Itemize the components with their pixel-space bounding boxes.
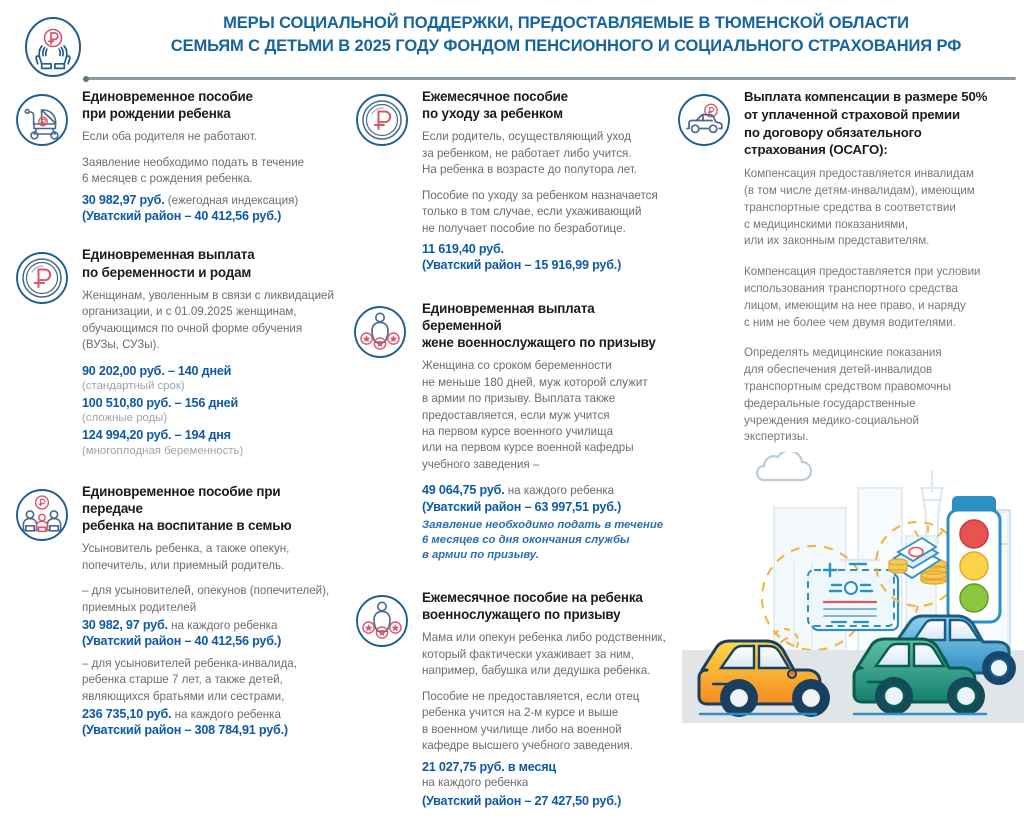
hands-holding-ruble-coin-icon [22,16,84,78]
benefit-paragraph: Усыновитель ребенка, а также опекун, попечитель, или приемный родитель. [82,542,290,572]
header-title-group [118,0,1014,58]
amount-suffix: (ежегодная индексация) [164,193,299,207]
amount-suffix: на каждого ребенка [504,484,615,498]
insurance-policy-card-icon [808,564,898,630]
benefit-title: Единовременное пособие при рождении ребенка [82,89,253,122]
benefit-title: Ежемесячное пособие на ребенка военнослужащего по призыву [422,590,643,623]
car-with-ruble-icon [674,90,734,150]
benefit-amount: 90 202,00 руб. – 140 дней [82,363,232,378]
benefit-amount [82,706,344,722]
benefit-paragraph: Если родитель, осуществляющий уход за ребенком, не работает либо учится. На ребенка в возрасте до полутора лет. [422,130,638,177]
amount-value: 49 064,75 руб. [422,483,505,498]
benefit-block-pregnant-conscript-wife [350,300,666,563]
benefit-amount [422,482,666,498]
benefit-amount: 124 994,20 руб. – 194 дня [82,428,231,443]
benefit-paragraph: Пособие по уходу за ребенком назначается только в том случае, если ухаживающий не получает пособие по безработице. [422,188,658,235]
benefit-amount [82,192,344,208]
pregnant-woman-military-stars-icon [350,302,410,362]
benefit-amount-regional: (Уватский район – 308 784,91 руб.) [82,723,288,738]
benefit-title: Ежемесячное пособие по уходу за ребенком [422,89,568,122]
benefit-paragraph: Если оба родителя не работают. [82,130,257,144]
benefit-amount-regional: (Уватский район – 27 427,50 руб.) [422,794,622,809]
benefit-paragraph: Заявление необходимо подать в течение 6 месяцев с рождения ребенка. [82,155,305,186]
benefit-paragraph: Женщина со сроком беременности не меньше 180 дней, муж которой служит в армии по призыву. Выплата также предоставляется, если муж учится на первом курсе военного училища или на первом курсе военной кафедры учебного заведения – [422,359,648,471]
benefit-paragraph: Пособие не предоставляется, если отец ребенка учится на 2-м курсе и выше в военном училище либо на военной кафедре высшего учебного заведения. [422,689,640,753]
amount-suffix: на каждого ребенка [167,619,278,633]
benefit-amount-regional: (Уватский район – 40 412,56 руб.) [82,634,282,649]
benefit-paragraph: Определять медицинские показания для обеспечения детей-инвалидов транспортным средством правомочны федеральные государственные учреждения медико-социальной экспертизы. [744,346,952,444]
benefit-block-maternity-payment [10,246,344,458]
benefit-amount-note: (сложные роды) [82,412,168,425]
page-title-line-2: СЕМЬЯМ С ДЕТЬМИ В 2025 ГОДУ ФОНДОМ ПЕНСИОННОГО И СОЦИАЛЬНОГО СТРАХОВАНИЯ РФ [170,36,962,55]
benefit-block-childcare-monthly [350,88,666,274]
header-divider [88,77,1016,80]
benefit-title: Единовременная выплата по беременности и родам [82,247,255,280]
child-military-stars-icon [352,591,412,651]
amount-value: 30 982, 97 руб. [82,618,168,633]
benefit-paragraph: Компенсация предоставляется инвалидам (в том числе детям-инвалидам), имеющим транспортные средства в соответствии с медицинскими показаниями, или их законным представителям. [744,167,975,248]
amount-suffix: на каждого ребенка [171,708,281,722]
benefit-title: Единовременная выплата беременной жене военнослужащего по призыву [422,300,656,351]
benefit-block-osago-compensation [672,88,1012,446]
benefit-amount-note: (стандартный срок) [82,379,185,392]
page-title-line-1: МЕРЫ СОЦИАЛЬНОЙ ПОДДЕРЖКИ, ПРЕДОСТАВЛЯЕМЫЕ В ТЮМЕНСКОЙ ОБЛАСТИ [223,14,909,32]
column-1 [10,88,350,824]
amount-value: 30 982,97 руб. [82,192,165,207]
benefit-list-item: – для усыновителей ребенка-инвалида, ребенка старше 7 лет, а также детей, являющихся братьями или сестрами, [82,656,297,703]
benefit-paragraph: Женщинам, уволенным в связи с ликвидацией организации, и с 01.09.2025 женщинам, обучающимся по очной форме обучения (ВУЗы, СУЗы). [82,288,334,352]
benefit-note: Заявление необходимо подать в течение 6 месяцев со дня окончания службы в армии по призыву. [422,519,664,562]
amount-value: 236 735,10 руб. [82,707,172,722]
benefit-amount: 11 619,40 руб. [422,242,504,257]
benefit-paragraph: Компенсация предоставляется при условии использования транспортного средства лицом, имеющим на нее право, и наряду с ним не более чем двумя водителями. [744,265,981,329]
ruble-coin-icon [12,248,72,308]
column-2 [350,88,672,824]
benefit-list-item: – для усыновителей, опекунов (попечителей), приемных родителей [82,584,330,614]
benefit-paragraph: Мама или опекун ребенка либо родственник, который фактически ухаживает за ним, например, бабушка или дедушка ребенка. [422,631,666,678]
benefit-amount-regional: (Уватский район – 63 997,51 руб.) [422,499,622,514]
benefit-amount: 100 510,80 руб. – 156 дней [82,395,238,410]
benefit-amount [82,617,344,633]
benefit-block-conscript-child-monthly [350,589,666,810]
city-street-cars-osago-illustration [682,452,1024,723]
benefit-amount: 21 027,75 руб. в месяц [422,759,556,774]
baby-stroller-icon [12,90,72,150]
traffic-light-icon [948,496,1000,622]
benefit-amount-note: (многоплодная беременность) [82,444,244,457]
benefit-title: Единовременное пособие при передаче ребенка на воспитание в семью [82,483,292,534]
page-header [0,0,1024,88]
benefit-amount-regional: (Уватский район – 15 916,99 руб.) [422,258,622,273]
benefit-amount-note: на каждого ребенка [422,776,529,789]
benefit-block-birth-allowance [10,88,344,224]
family-with-child-ruble-icon [12,485,72,545]
benefit-amount-regional: (Уватский район – 40 412,56 руб.) [82,209,282,224]
ruble-coin-icon [352,90,412,150]
benefit-block-foster-placement [10,483,344,739]
benefit-title: Выплата компенсации в размере 50% от уплаченной страховой премии по договору обязательного страхования (ОСАГО): [744,89,988,158]
